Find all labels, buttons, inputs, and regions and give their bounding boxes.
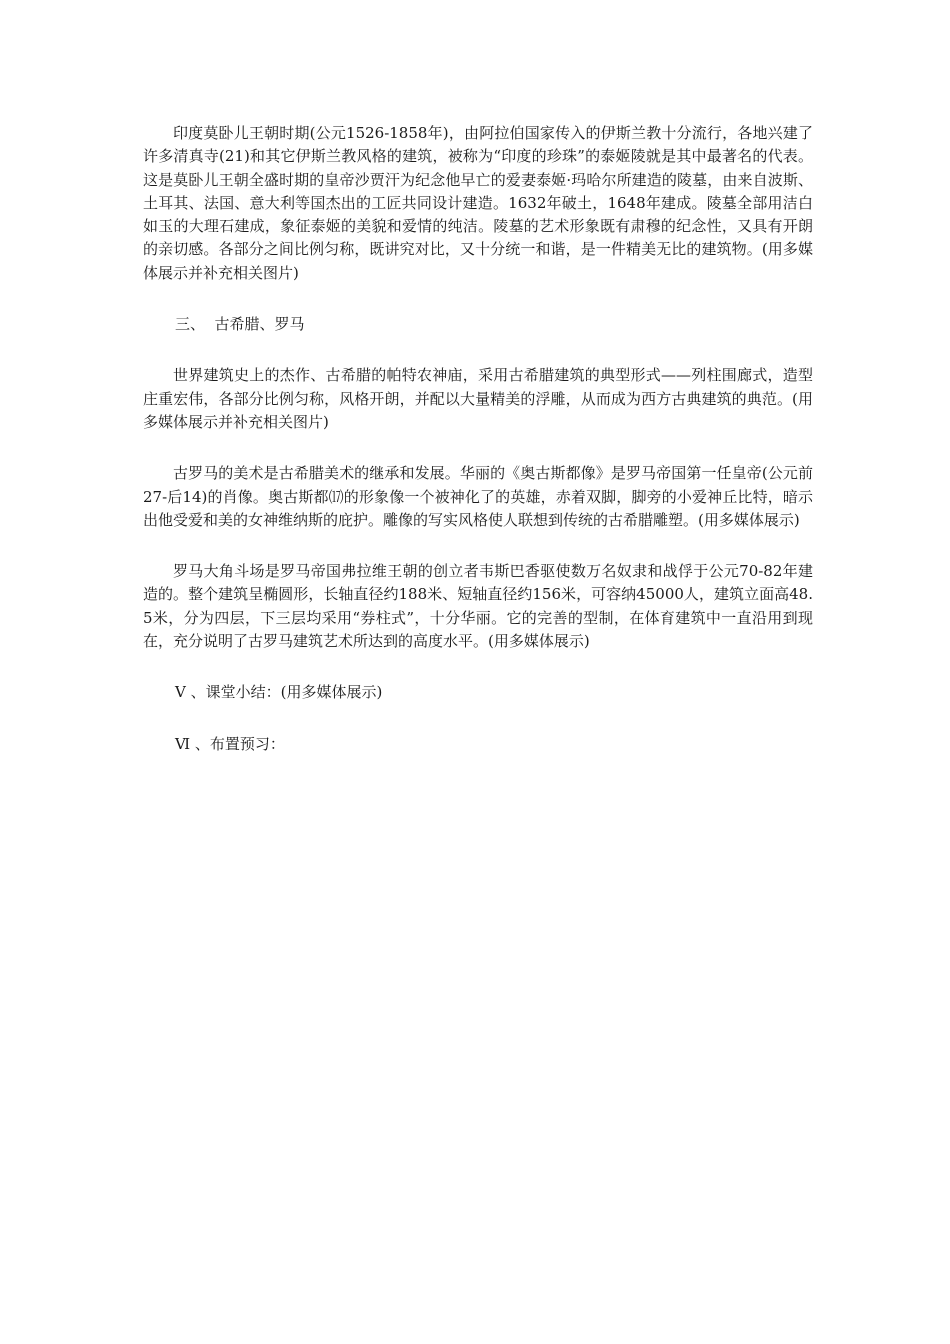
paragraph-colosseum: 罗马大角斗场是罗马帝国弗拉维王朝的创立者韦斯巴香驱使数万名奴隶和战俘于公元70-82年建造的。整个建筑呈椭圆形，长轴直径约188米、短轴直径约156米，可容纳45000人，建筑立面高48.5米，分为四层，下三层均采用“券柱式”，十分华丽。它的完善的型制，在体育建筑中一直沿用到现在，充分说明了古罗马建筑艺术所达到的高度水平。(用多媒体展示) (143, 562, 813, 651)
paragraph-mughal: 印度莫卧儿王朝时期(公元1526-1858年)，由阿拉伯国家传入的伊斯兰教十分流行，各地兴建了许多清真寺(21)和其它伊斯兰教风格的建筑，被称为“印度的珍珠”的泰姬陵就是其中最著名的代表。这是莫卧儿王朝全盛时期的皇帝沙贾汗为纪念他早亡的爱妻泰姬·玛哈尔所建造的陵墓，由来自波斯、土耳其、法国、意大利等国杰出的工匠共同设计建造。1632年破土，1648年建成。陵墓全部用洁白如玉的大理石建成，象征泰姬的美貌和爱情的纯洁。陵墓的艺术形象既有肃穆的纪念性，又具有开朗的亲切感。各部分之间比例匀称，既讲究对比，又十分统一和谐，是一件精美无比的建筑物。(用多媒体展示并补充相关图片) (143, 124, 813, 282)
paragraph-augustus: 古罗马的美术是古希腊美术的继承和发展。华丽的《奥古斯都像》是罗马帝国第一任皇帝(公元前27-后14)的肖像。奥古斯都⒄的形象像一个被神化了的英雄，赤着双脚，脚旁的小爱神丘比特，暗示出他受爱和美的女神维纳斯的庇护。雕像的写实风格使人联想到传统的古希腊雕塑。(用多媒体展示) (143, 464, 813, 529)
paragraph-parthenon: 世界建筑史上的杰作、古希腊的帕特农神庙，采用古希腊建筑的典型形式——列柱围廊式，造型庄重宏伟，各部分比例匀称，风格开朗，并配以大量精美的浮雕，从而成为西方古典建筑的典范。(用多媒体展示并补充相关图片) (143, 366, 813, 431)
document-page (143, 122, 813, 784)
section-summary: Ⅴ 、课堂小结：(用多媒体展示) (175, 683, 383, 702)
section-heading-greece-rome: 三、 古希腊、罗马 (175, 315, 305, 334)
section-preview: Ⅵ 、布置预习： (175, 734, 285, 753)
